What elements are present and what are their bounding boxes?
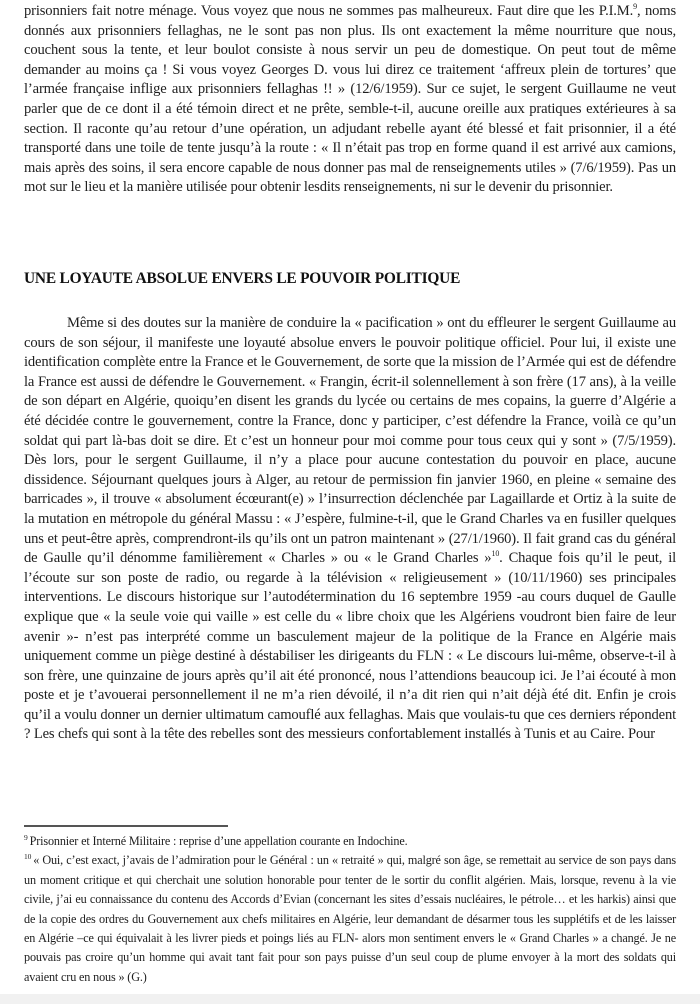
- footnote-9: [24, 832, 676, 851]
- paragraph-1-text-b: , noms donnés aux prisonniers fellaghas, ne le sont pas non plus. Ils ont exactement la même nourriture que nous, couchent sous la tente, et leur boulot consiste à nous servir un peu de domestique. On peut tout de même demander au moins ça ! Si vous voyez Georges D. vous lui direz ce traitement ‘affreux plein de tortures’ que l’armée française inflige aux prisonniers fellaghas !! » (12/6/1959). Sur ce sujet, le sergent Guillaume ne veut parler que de ce dont il a été témoin direct et ne prête, semble-t-il, aucune oreille aux pratiques extérieures à sa section. Il raconte qu’au retour d’une opération, un adjudant rebelle ayant été blessé et fait prisonnier, il a été transporté dans une toile de tente jusqu’à la route : « Il n’était pas trop en forme quand il est arrivé aux camions, mais après des soins, il sera encore capable de nous donner pas mal de renseignements utiles » (7/6/1959). Pas un mot sur le lieu et la manière utilisée pour obtenir lesdits renseignements, ni sur le devenir du prisonnier.: [24, 3, 676, 196]
- footnote-text: Prisonnier et Interné Militaire : reprise d’une appellation courante en Indochine.: [29, 834, 408, 848]
- footnote-number: 9: [24, 832, 28, 842]
- paragraph-continuation: [24, 2, 676, 198]
- footnote-reference-10[interactable]: 10: [491, 549, 500, 559]
- footnote-text: « Oui, c’est exact, j’avais de l’admiration pour le Général : un « retraité » qui, malgré son âge, se remettait au service de son pays dans un moment critique et qui cherchait une solution honorable pour tenter de le sortir du conflit algérien. Mais, lorsque, revenu à la vie civile, j’ai eu connaissance du contenu des Accords d’Evian (concernant les sites d’essais nucléaires, le pétrole… et les harkis) ainsi que de la copie des ordres du Gouvernement aux chefs militaires en Algérie, leur demandant de désarmer tous les supplétifs et de les laisser en Algérie –ce qui équivalait à les livrer pieds et poings liés au FLN- alors mon sentiment envers le « Grand Charles » a changé. Je ne pouvais pas croire qu’un homme qui avait tant fait pour son pays puisse d’un seul coup de plume envoyer à la mort des soldats qui avaient cru en nous » (G.): [24, 853, 676, 984]
- footnotes: [24, 832, 676, 987]
- footnote-number: 10: [24, 852, 32, 862]
- page-bottom-edge: [0, 994, 700, 1004]
- footnote-separator: [24, 825, 228, 827]
- footnote-reference-9[interactable]: 9: [633, 2, 637, 12]
- footnote-10: [24, 851, 676, 987]
- paragraph-2-text-b: . Chaque fois qu’il le peut, il l’écoute sur son poste de radio, ou regarde à la télévision « religieusement » (10/11/1960) ses principales interventions. Le discours historique sur l’autodétermination du 16 septembre 1959 -au cours duquel de Gaulle explique que « la seule voie qui vaille » est celle du « libre choix que les Algériens voudront bien faire de leur avenir »- n’est pas interprété comme un basculement majeur de la politique de la France en Algérie mais uniquement comme un piège destiné à déstabiliser les dirigeants du FLN : « Le discours lui-même, observe-t-il à son frère, une quinzaine de jours après qu’il ait été prononcé, nous l’attendions beaucoup ici. Je l’ai écouté à mon poste et je t’avouerai personnellement il ne m’a rien dévoilé, il n’a dit rien qui n’ait déjà été dit. Enfin je crois qu’il a voulu donner un dernier ultimatum camouflé aux fellaghas. Mais que voulais-tu que ces derniers répondent ? Les chefs qui sont à la tête des rebelles sont des messieurs confortablement installés à Tunis et au Caire. Pour: [24, 550, 677, 743]
- paragraph-1-text-a: prisonniers fait notre ménage. Vous voyez que nous ne sommes pas malheureux. Faut dire que les P.I.M.: [24, 3, 634, 19]
- section-heading: UNE LOYAUTE ABSOLUE ENVERS LE POUVOIR POLITIQUE: [24, 270, 461, 287]
- paragraph-2-text-a: Même si des doutes sur la manière de conduire la « pacification » ont du effleurer le sergent Guillaume au cours de son séjour, il manifeste une loyauté absolue envers le pouvoir politique officiel. Pour lui, il existe une identification complète entre la France et le Gouvernement, de sorte que la mission de l’Armée qui est de défendre la France est aussi de défendre le Gouvernement. « Frangin, écrit-il solennellement à son frère (17 ans), à la veille de son départ en Algérie, quoiqu’en disent les grands du lycée ou certains de mes copains, la guerre d’Algérie a été décidée contre le gouvernement, contre la France, donc y participer, c’est défendre la France, voilà ce qu’un soldat qui part là-bas doit se dire. Et c’est un honneur pour moi comme pour tous ceux qui y sont » (7/5/1959). Dès lors, pour le sergent Guillaume, il n’y a place pour aucune contestation du pouvoir en place, aucune dissidence. Séjournant quelques jours à Alger, au retour de permission fin janvier 1960, en pleine « semaine des barricades », il trouve « absolument écœurant(e) » l’insurrection déclenchée par Lagaillarde et Ortiz à la suite de la mutation en métropole du général Massu : « J’espère, fulmine-t-il, que le Grand Charles va en fusiller quelques uns et peut-être après, comprendront-ils qu’ils ont un patron maintenant » (27/1/1960). Il fait grand cas du général de Gaulle qu’il dénomme familièrement « Charles » ou « le Grand Charles »: [24, 315, 676, 567]
- paragraph-loyalty: [24, 314, 676, 745]
